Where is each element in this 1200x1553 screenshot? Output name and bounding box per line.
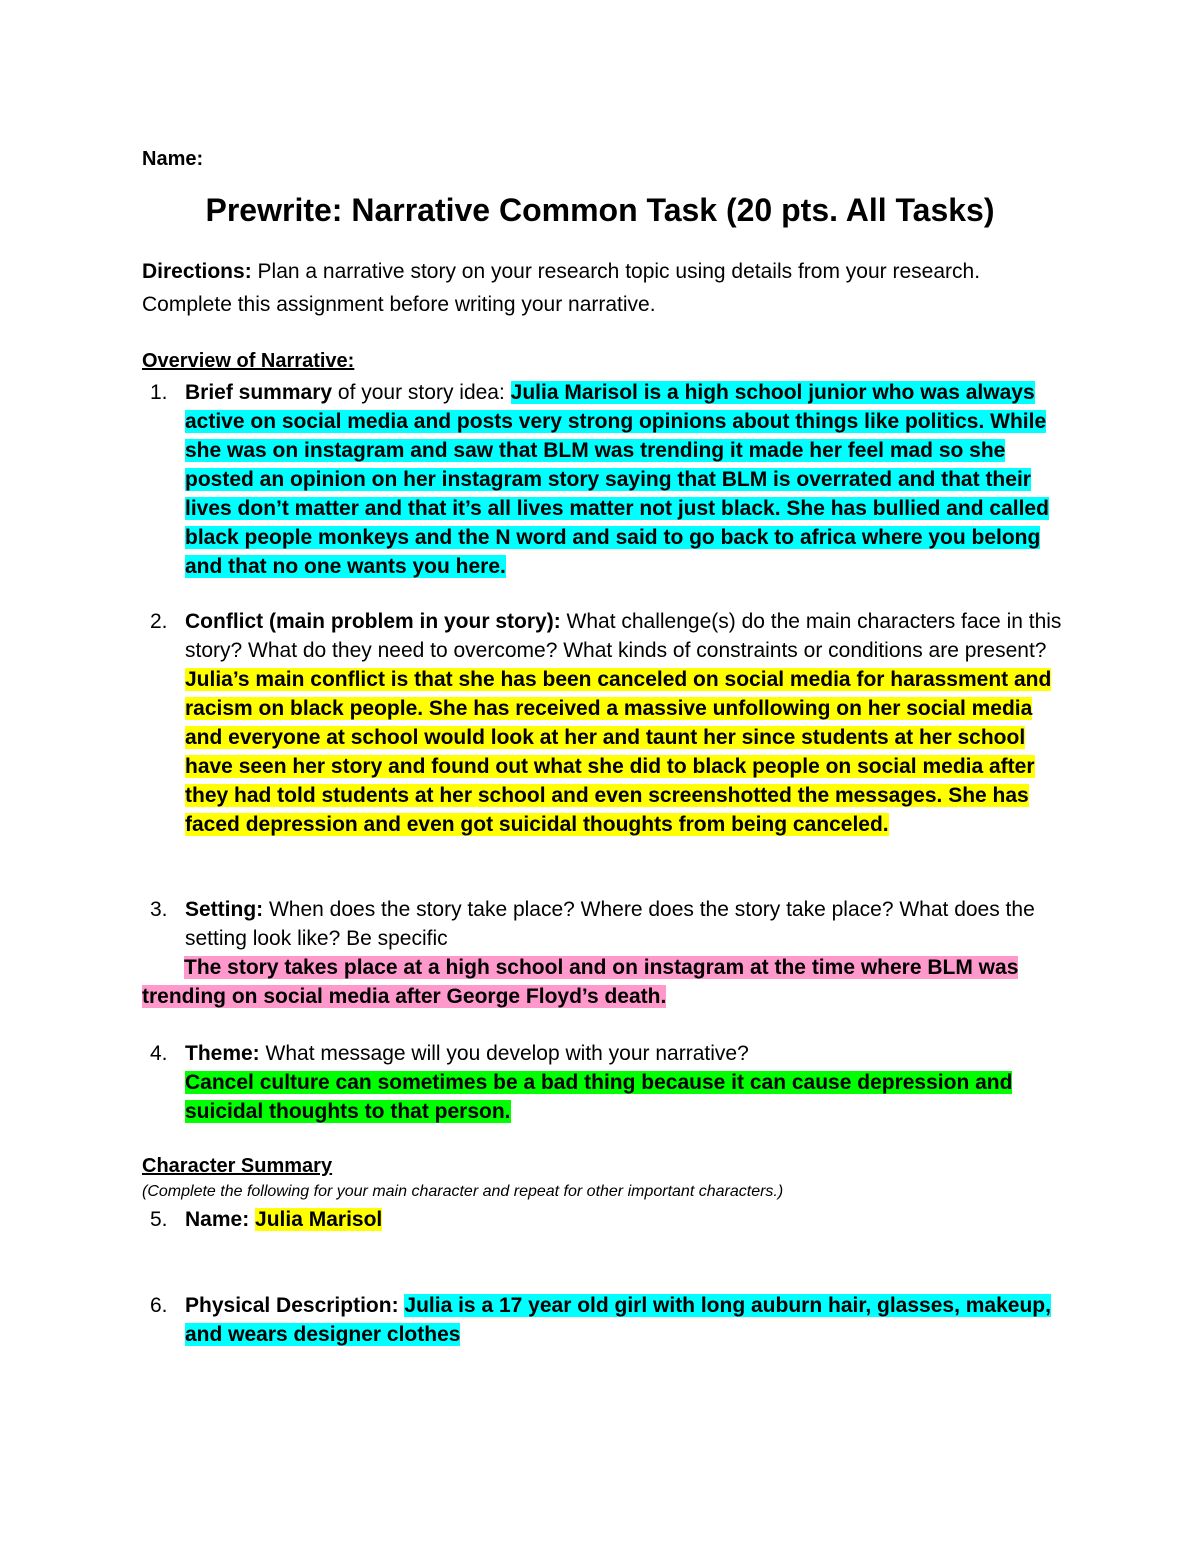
page-title: Prewrite: Narrative Common Task (20 pts. All Tasks) xyxy=(205,192,995,228)
item-answer: Julia Marisol is a high school junior who was always active on social media and posts very strong opinions about things like politics. While she was on instagram and saw that BLM was trending it made her feel mad so she posted an opinion on her instagram story saying that BLM is overrated and that their lives don’t matter and that it’s all lives matter not just black. She has bullied and called black people monkeys and the N word and said to go back to africa where you belong and that no one wants you here. xyxy=(185,381,1049,578)
list-item xyxy=(150,1039,1065,1126)
item-number: 2. xyxy=(150,610,168,633)
item-prompt: When does the story take place? Where does the story take place? What does the setting look like? Be specific xyxy=(185,898,1035,950)
list-item xyxy=(150,1291,1065,1349)
item-label: Conflict (main problem in your story): xyxy=(185,610,561,633)
list-item xyxy=(150,607,1065,839)
character-heading: Character Summary xyxy=(142,1155,333,1177)
setting-answer-block xyxy=(142,953,1062,1011)
item-separator: : xyxy=(242,1208,256,1231)
item-number: 3. xyxy=(150,898,168,921)
character-note: (Complete the following for your main character and repeat for other important characters.) xyxy=(142,1183,784,1200)
item-prompt: What message will you develop with your narrative? xyxy=(259,1042,749,1065)
item-number: 6. xyxy=(150,1294,168,1317)
item-separator: : xyxy=(391,1294,405,1317)
directions-label: Directions: xyxy=(142,260,252,283)
item-answer: Julia Marisol xyxy=(255,1208,383,1231)
item-answer: Cancel culture can sometimes be a bad thing because it can cause depression and suicidal thoughts to that person. xyxy=(185,1071,1013,1123)
item-label: Setting: xyxy=(185,898,264,921)
item-label: Theme: xyxy=(185,1042,260,1065)
item-label: Name xyxy=(185,1208,243,1231)
item-answer: Julia is a 17 year old girl with long auburn hair, glasses, makeup, and wears designer clothes xyxy=(185,1294,1051,1346)
list-item xyxy=(150,895,1065,953)
name-label: Name: xyxy=(142,148,204,170)
item-answer: Julia’s main conflict is that she has been canceled on social media for harassment and racism on black people. She has received a massive unfollowing on her social media and everyone at school would look at her and taunt her since students at her school have seen her story and found out what she did to black people on social media after they had told students at her school and even screenshotted the messages. She has faced depression and even got suicidal thoughts from being canceled. xyxy=(185,668,1052,836)
directions xyxy=(142,255,1062,321)
overview-heading: Overview of Narrative: xyxy=(142,350,355,372)
list-item xyxy=(150,1205,1065,1234)
item-label: Physical Description xyxy=(185,1294,392,1317)
list-item xyxy=(150,378,1065,581)
item-number: 5. xyxy=(150,1208,168,1231)
item-prompt: of your story idea: xyxy=(332,381,511,404)
item-number: 1. xyxy=(150,381,168,404)
item-number: 4. xyxy=(150,1042,168,1065)
item-answer: The story takes place at a high school and on instagram at the time where BLM was trending on social media after George Floyd’s death. xyxy=(142,956,1019,1008)
item-prompt: What challenge(s) do the main characters face in this story? What do they need to overcome? What kinds of constraints or conditions are present? xyxy=(185,610,1062,662)
item-label: Brief summary xyxy=(185,381,333,404)
directions-text: Plan a narrative story on your research topic using details from your research. Complete this assignment before writing your narrative. xyxy=(142,260,981,316)
